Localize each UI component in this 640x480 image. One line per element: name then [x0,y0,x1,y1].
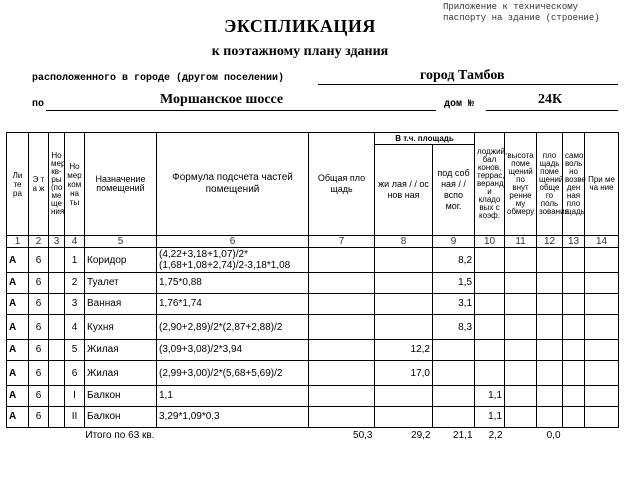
cell-formula: (2,99+3,00)/2*(5,68+5,69)/2 [157,361,309,386]
cell-name: Туалет [85,273,157,294]
cell-name: Ванная [85,294,157,315]
cell-room: 5 [65,340,85,361]
cell-total [309,315,375,340]
house-label: дом № [444,99,475,110]
cell-living [375,407,433,428]
cell-name: Балкон [85,386,157,407]
header-samovol: само воль но возве ден ная пло щадь [563,133,585,236]
cell-name: Жилая [85,361,157,386]
cell-empty [505,340,537,361]
cell-living [375,294,433,315]
column-number: 1 [7,236,29,248]
table-row [7,248,619,273]
cell-empty [585,273,619,294]
table-row [7,294,619,315]
cell-total [309,340,375,361]
cell-empty [585,340,619,361]
cell-room: 6 [65,361,85,386]
cell-floor: 6 [29,294,49,315]
column-number: 10 [475,236,505,248]
street-prefix: по [32,99,45,110]
cell-empty [585,361,619,386]
cell-formula: (4,22+3,18+1,07)/2*(1,68+1,08+2,74)/2-3,18*1,08 [157,248,309,273]
cell-formula: (2,90+2,89)/2*(2,87+2,88)/2 [157,315,309,340]
cell-lit: А [7,273,29,294]
cell-total [309,273,375,294]
table-row [7,315,619,340]
column-number: 8 [375,236,433,248]
footer-total: 50,3 [353,429,373,441]
cell-empty [505,294,537,315]
cell-kv [49,294,65,315]
header-nomer-kv: Но мер кв- ры (по ме ще ния [49,133,65,236]
cell-living: 12,2 [375,340,433,361]
cell-aux [433,386,475,407]
cell-empty [505,361,537,386]
footer-row [7,428,619,443]
cell-formula: 3,29*1,09*0,3 [157,407,309,428]
cell-floor: 6 [29,386,49,407]
cell-floor: 6 [29,315,49,340]
cell-name: Жилая [85,340,157,361]
column-numbers-row [7,236,619,248]
cell-total [309,361,375,386]
cell-living [375,315,433,340]
cell-empty [505,315,537,340]
header-zhilaya: жи лая / / ос нов ная [375,145,433,236]
cell-lit: А [7,361,29,386]
cell-empty [505,273,537,294]
cell-living: 17,0 [375,361,433,386]
column-number: 4 [65,236,85,248]
cell-kv [49,248,65,273]
cell-kv [49,315,65,340]
cell-empty [585,315,619,340]
column-number: 14 [585,236,619,248]
explication-table [6,132,619,442]
cell-empty [505,407,537,428]
cell-empty [537,386,563,407]
cell-total [309,386,375,407]
cell-room: I [65,386,85,407]
house-value: 24К [538,92,563,107]
cell-living [375,248,433,273]
cell-balc [475,315,505,340]
cell-total [309,407,375,428]
cell-total [309,294,375,315]
header-podsobnaya: под соб ная / / вспо мог. [433,145,475,236]
header-nomer-komnaty: Но мер ком на ты [65,133,85,236]
cell-floor: 6 [29,248,49,273]
city-value: город Тамбов [420,68,505,83]
cell-empty [585,294,619,315]
column-number: 2 [29,236,49,248]
column-number: 13 [563,236,585,248]
document-title: ЭКСПЛИКАЦИЯ [224,16,376,36]
cell-formula: 1,1 [157,386,309,407]
cell-room: 2 [65,273,85,294]
cell-empty [585,386,619,407]
footer-common: 0,0 [546,429,561,441]
cell-aux: 1,5 [433,273,475,294]
cell-empty [563,294,585,315]
cell-kv [49,386,65,407]
cell-balc [475,273,505,294]
cell-name: Кухня [85,315,157,340]
cell-empty [585,407,619,428]
footer-aux: 21,1 [453,429,473,441]
cell-formula: 1,76*1,74 [157,294,309,315]
cell-kv [49,407,65,428]
header-naznachenie: Назначение помещений [85,133,157,236]
footer-balc: 2,2 [488,429,503,441]
cell-lit: А [7,407,29,428]
header-lodzhii: лоджий, бал конов, террас, веранд и кладо вых с коэф. [475,133,505,236]
cell-room: 1 [65,248,85,273]
table-row [7,340,619,361]
cell-empty [537,294,563,315]
header-primechanie: При ме ча ние [585,133,619,236]
header-etazh: Э т а ж [29,133,49,236]
cell-empty [585,248,619,273]
city-underline [318,84,618,85]
cell-aux [433,361,475,386]
cell-room: 4 [65,315,85,340]
footer-living: 29,2 [411,429,431,441]
table-row [7,273,619,294]
cell-lit: А [7,340,29,361]
header-vysota: высота поме щений по внут ренне му обмеру [505,133,537,236]
cell-name: Балкон [85,407,157,428]
header-formula: Формула подсчета частей помещений [157,133,309,236]
cell-name: Коридор [85,248,157,273]
cell-empty [563,248,585,273]
cell-kv [49,340,65,361]
cell-room: II [65,407,85,428]
cell-empty [563,407,585,428]
cell-empty [537,248,563,273]
cell-empty [505,386,537,407]
cell-floor: 6 [29,273,49,294]
cell-balc [475,340,505,361]
note-line-2: паспорту на здание (строение) [443,13,600,23]
cell-aux [433,340,475,361]
house-underline [486,110,618,111]
column-number: 7 [309,236,375,248]
cell-balc [475,361,505,386]
cell-aux: 8,2 [433,248,475,273]
cell-empty [537,407,563,428]
cell-empty [563,386,585,407]
cell-balc [475,248,505,273]
cell-balc [475,294,505,315]
column-number: 6 [157,236,309,248]
cell-floor: 6 [29,407,49,428]
cell-kv [49,273,65,294]
cell-lit: А [7,315,29,340]
column-number: 11 [505,236,537,248]
table-row [7,386,619,407]
cell-empty [537,315,563,340]
cell-aux [433,407,475,428]
cell-lit: А [7,386,29,407]
cell-floor: 6 [29,340,49,361]
location-label: расположенного в городе (другом поселении) [32,73,285,84]
column-number: 5 [85,236,157,248]
header-vtch: В т.ч. площадь [375,133,475,145]
cell-empty [563,273,585,294]
column-number: 12 [537,236,563,248]
cell-empty [563,361,585,386]
document-subtitle: к поэтажному плану здания [211,44,389,59]
header-litera: Ли те ра [7,133,29,236]
cell-balc: 1,1 [475,407,505,428]
street-underline [46,110,436,111]
cell-room: 3 [65,294,85,315]
cell-empty [563,340,585,361]
header-ploshad-obsh: пло щадь поме щений обще го поль зования [537,133,563,236]
cell-kv [49,361,65,386]
cell-empty [537,273,563,294]
cell-aux: 3,1 [433,294,475,315]
cell-balc: 1,1 [475,386,505,407]
cell-total [309,248,375,273]
cell-lit: А [7,294,29,315]
table-row [7,407,619,428]
cell-empty [563,315,585,340]
note-line-1: Приложение к техническому [443,2,579,12]
cell-floor: 6 [29,361,49,386]
cell-living [375,386,433,407]
cell-formula: 1,75*0,88 [157,273,309,294]
cell-living [375,273,433,294]
cell-lit: А [7,248,29,273]
cell-empty [537,340,563,361]
street-value: Моршанское шоссе [160,92,284,107]
table-row [7,361,619,386]
header-obshaya: Общая пло щадь [309,133,375,236]
cell-formula: (3,09+3,08)/2*3,94 [157,340,309,361]
footer-label: Итого по 63 кв. [85,429,155,441]
cell-empty [537,361,563,386]
cell-aux: 8,3 [433,315,475,340]
cell-empty [505,248,537,273]
column-number: 3 [49,236,65,248]
column-number: 9 [433,236,475,248]
